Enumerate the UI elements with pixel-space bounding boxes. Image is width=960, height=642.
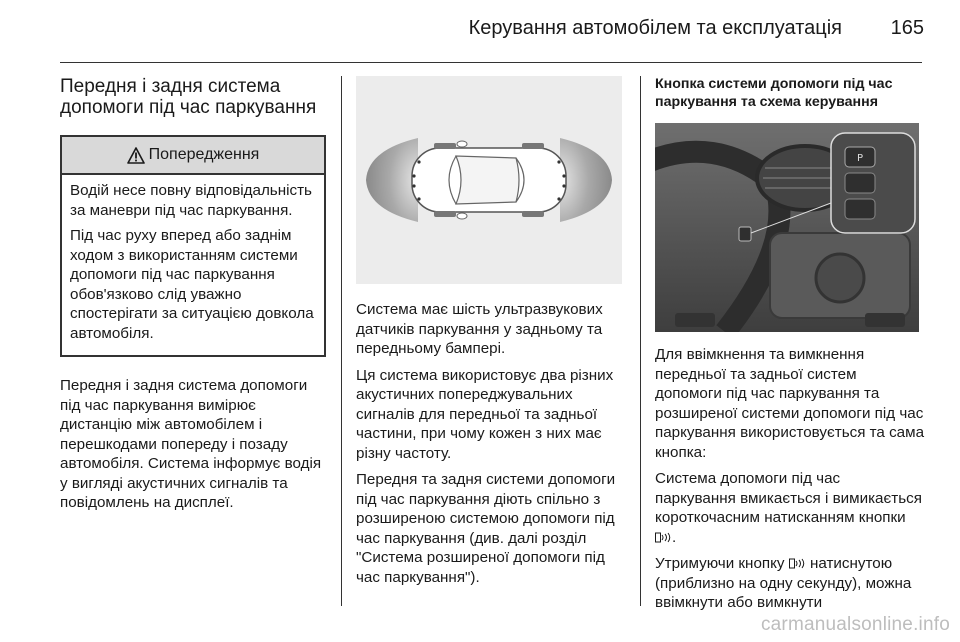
parking-assist-icon	[655, 532, 672, 543]
rear-sensor-zone	[560, 138, 612, 222]
text-run: натиснутою (приблизно на одну секунду), можна ввімкнути або вимкнути	[655, 555, 912, 611]
header-divider	[60, 62, 922, 63]
text-run: .	[672, 528, 677, 546]
text-run: Система допомоги під час паркування вмикається і вимикається короткочасним натисканням кнопки	[655, 470, 922, 526]
car-top-view-illustration	[356, 76, 622, 284]
front-sensor-zone	[366, 138, 418, 222]
warning-body	[62, 175, 324, 355]
dashboard-photo	[655, 123, 919, 332]
text-run: Утримуючи кнопку	[655, 555, 789, 572]
header-title: Керування автомобілем та експлуатація	[468, 17, 842, 39]
column-1	[60, 76, 326, 520]
parking-sensor-diagram	[356, 76, 622, 284]
dashboard-button-illustration	[655, 123, 919, 332]
svg-text:P: P	[856, 153, 864, 164]
warning-box	[60, 135, 326, 357]
body-paragraph: Передня та задня системи допомоги під час паркування діють спільно з розширеною системою допомоги під час паркування (див. далі розділ "Система розширеної допомоги під час паркування").	[356, 471, 616, 586]
body-paragraph	[655, 554, 925, 613]
column-divider-2	[640, 76, 641, 606]
body-paragraph: Передня і задня система допомоги під час паркування вимірює дистанцію між автомобілем і перешкодами попереду і позаду автомобіля. Система інформує водія у вигляді акустичних сигналів та повідомлень на дисплеї.	[60, 377, 322, 511]
page-number: 165	[890, 17, 924, 39]
warning-paragraph-2: Під час руху вперед або заднім ходом з використанням системи допомоги під час паркування обов'язково слід уважно спостерігати за ситуацією довкола автомобіля.	[70, 227, 314, 342]
watermark: carmanualsonline.info	[760, 614, 950, 635]
column-2	[356, 76, 626, 594]
body-paragraph: Ця система використовує два різних акустичних попереджувальних сигналів для передньої та задньої частини, при чому кожен з них має різну частоту.	[356, 366, 614, 462]
body-paragraph: Система має шість ультразвукових датчиків паркування у задньому та передньому бамперi.	[356, 301, 603, 357]
warning-paragraph-1: Водій несе повну відповідальність за маневри під час паркування.	[70, 182, 312, 219]
section-heading: Передня і задня система допомоги під час паркування	[60, 76, 317, 118]
warning-title: Попередження	[148, 146, 260, 163]
parking-assist-icon	[789, 558, 806, 569]
column-divider-1	[341, 76, 342, 606]
warning-triangle-icon	[127, 147, 145, 164]
sub-heading: Кнопка системи допомоги під час паркування та схема керування	[655, 76, 893, 110]
body-paragraph: Для ввімкнення та вимкнення передньої та задньої систем допомоги під час паркування та розширеної системи допомоги під час паркування використовується та сама кнопка:	[655, 346, 925, 461]
body-paragraph	[655, 469, 925, 547]
column-3	[655, 76, 925, 620]
warning-header	[62, 137, 324, 175]
page-header	[0, 0, 960, 60]
